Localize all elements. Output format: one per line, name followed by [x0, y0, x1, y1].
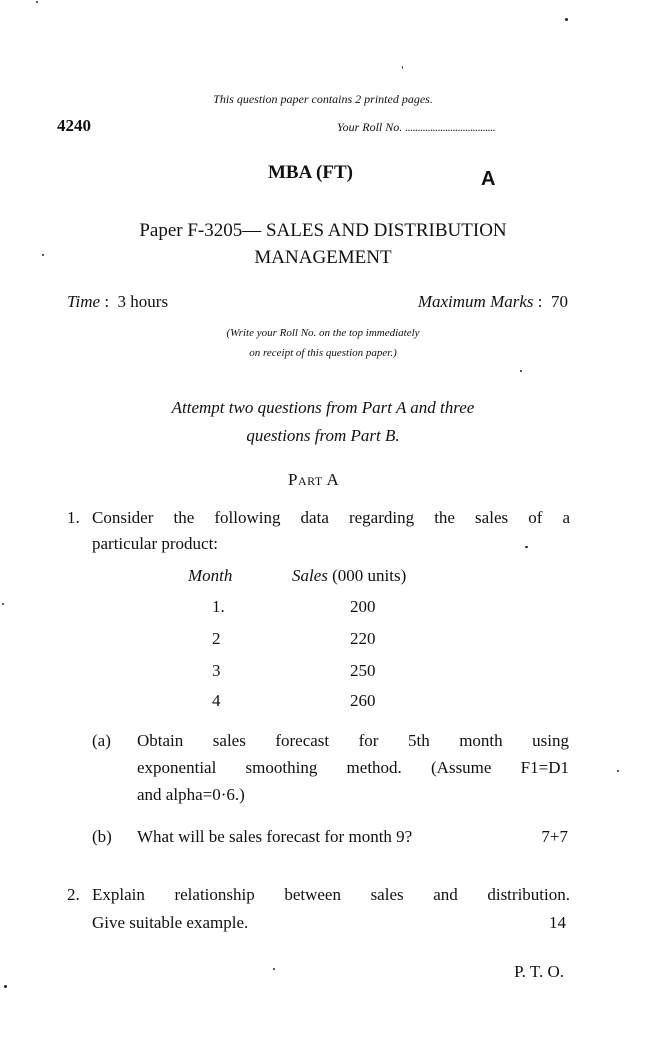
- time-separator: :: [100, 292, 118, 311]
- paper-title-line1: Paper F-3205— SALES AND DISTRIBUTION: [139, 220, 507, 241]
- scan-speck: [42, 254, 44, 256]
- table-cell-month: 1.: [212, 597, 225, 616]
- scan-speck: [2, 603, 4, 605]
- scan-speck: [525, 546, 528, 548]
- subquestion-b-text: What will be sales forecast for month 9?: [137, 827, 413, 846]
- table-cell-month: 3: [212, 661, 221, 680]
- attempt-instruction-line1: Attempt two questions from Part A and three: [171, 398, 475, 417]
- roll-number-field: [337, 120, 495, 135]
- page-count-notice: This question paper contains 2 printed pages.: [213, 92, 433, 106]
- question-1-text-line1: Consider the following data regarding the sales of a: [92, 508, 570, 527]
- please-turn-over: P. T. O.: [514, 962, 564, 981]
- time-value: 3 hours: [117, 292, 169, 311]
- subquestion-a-line2: exponential smoothing method. (Assume F1=D1: [137, 758, 569, 777]
- instruction-line1: (Write your Roll No. on the top immediately: [226, 327, 420, 339]
- paper-code: 4240: [57, 116, 91, 135]
- question-2-number: 2.: [67, 885, 80, 904]
- table-header-sales: [292, 566, 406, 586]
- maximum-marks: [418, 292, 568, 312]
- question-1-marks: 7+7: [541, 827, 568, 846]
- marks-separator: :: [533, 292, 551, 311]
- scan-speck: [565, 18, 568, 21]
- time-allowed: [67, 292, 168, 312]
- roll-number-label: Your Roll No.: [337, 120, 403, 134]
- question-1-number: 1.: [67, 508, 80, 527]
- table-header-sales-unit: (000 units): [332, 566, 407, 585]
- paper-title-line2: MANAGEMENT: [254, 247, 392, 268]
- table-cell-month: 4: [212, 691, 221, 710]
- part-a-heading: Part A: [288, 470, 340, 489]
- max-marks-label: Maximum Marks: [417, 292, 534, 311]
- scan-speck: [617, 770, 619, 772]
- subquestion-a-label: (a): [92, 731, 111, 750]
- table-cell-sales: 200: [350, 597, 376, 616]
- question-2-text-line1: Explain relationship between sales and distribution.: [92, 885, 570, 904]
- scan-speck: [36, 1, 38, 3]
- subquestion-a-line1: Obtain sales forecast for 5th month using: [137, 731, 569, 750]
- table-cell-sales: 220: [350, 629, 376, 648]
- question-set-label: A: [481, 168, 496, 190]
- table-cell-month: 2: [212, 629, 221, 648]
- scan-speck: [402, 66, 403, 69]
- subquestion-a-line3: and alpha=0·6.): [137, 785, 245, 804]
- scan-speck: [273, 968, 275, 970]
- question-2-text-line2: Give suitable example.: [92, 913, 249, 932]
- table-cell-sales: 260: [350, 691, 376, 710]
- attempt-instruction-line2: questions from Part B.: [246, 426, 400, 445]
- scan-speck: [4, 985, 7, 988]
- subquestion-b-label: (b): [92, 827, 112, 846]
- table-cell-sales: 250: [350, 661, 376, 680]
- question-2-marks: 14: [549, 913, 566, 932]
- time-label: Time: [67, 292, 101, 311]
- degree-title: MBA (FT): [268, 162, 353, 183]
- table-header-month: Month: [188, 566, 233, 585]
- max-marks-value: 70: [551, 292, 568, 311]
- roll-number-blank: ....................................: [405, 120, 496, 134]
- table-header-sales-label: Sales: [292, 566, 328, 585]
- scan-speck: [520, 370, 522, 372]
- instruction-line2: on receipt of this question paper.): [249, 347, 397, 359]
- question-1-text-line2: particular product:: [92, 534, 219, 553]
